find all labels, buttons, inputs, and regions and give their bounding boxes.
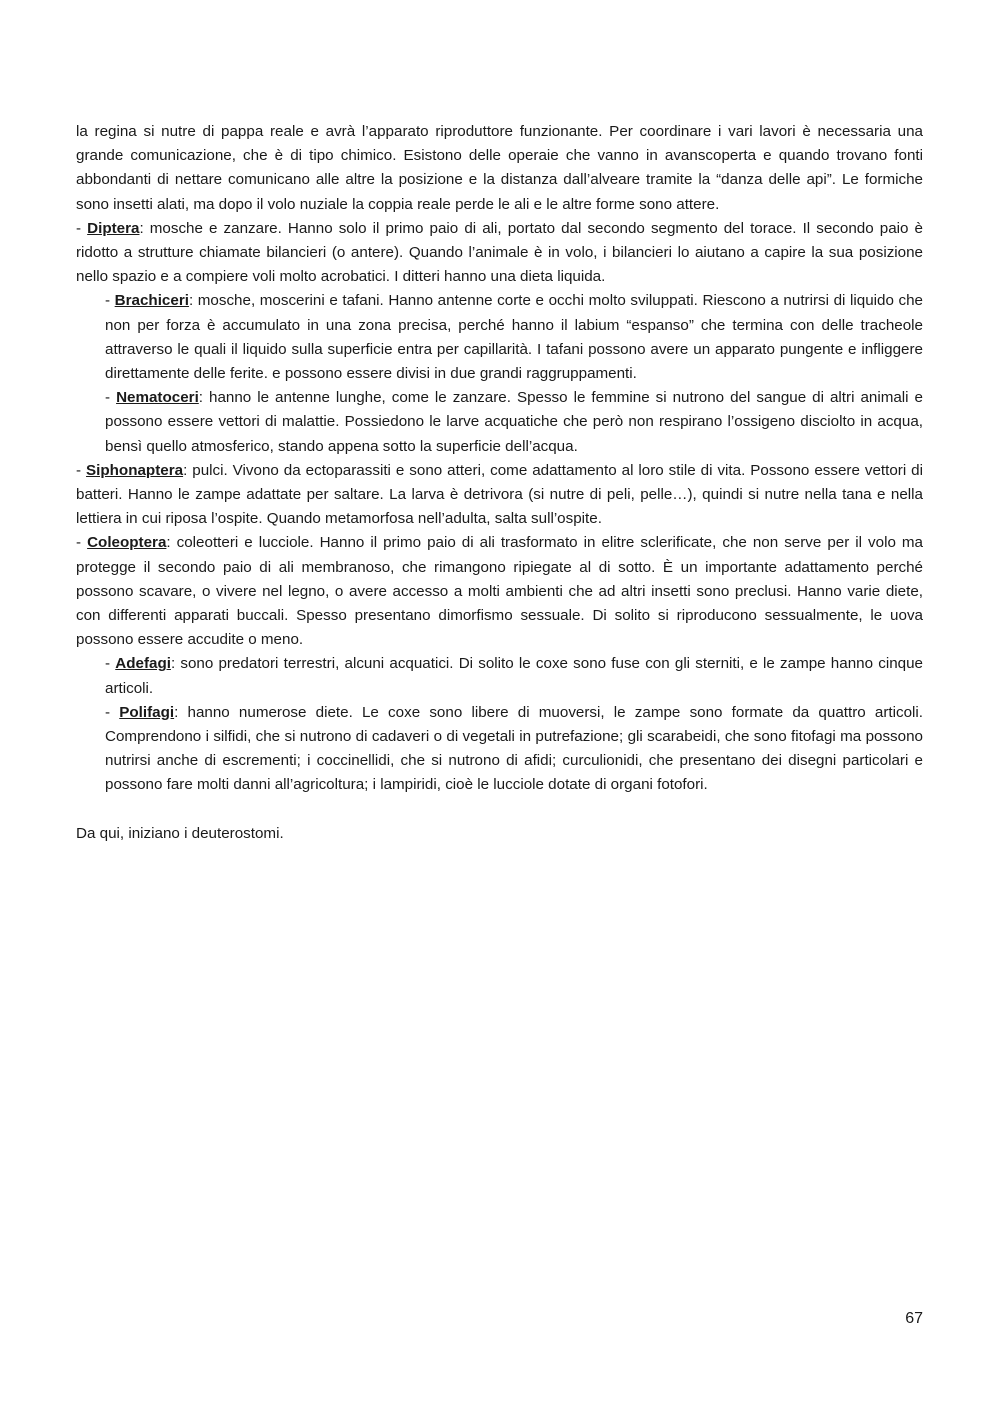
term-diptera: Diptera <box>87 219 140 237</box>
paragraph-text: : hanno le antenne lunghe, come le zanzare. Spesso le femmine si nutrono del sangue di altri animali e possono essere vettori di malattie. Possiedono le larve acquatiche che però non respirano l’ossigeno disciolto in acqua, bensì quello atmosferico, stando appena sotto la superficie dell’acqua. <box>105 389 923 455</box>
page-number: 67 <box>905 1310 923 1327</box>
paragraph-text: la regina si nutre di pappa reale e avrà l’apparato riproduttore funzionante. Per coordinare i vari lavori è necessaria una grande comunicazione, che è di tipo chimico. Esistono delle operaie che vanno in avanscoperta e quando trovano fonti abbondanti di nettare comunicano alle altre la posizione e la distanza dall’alveare tramite la “danza delle api”. Le formiche sono insetti alati, ma dopo il volo nuziale la coppia reale perde le ali e le altre forme sono attere. <box>76 123 923 213</box>
paragraph: - Adefagi: sono predatori terrestri, alcuni acquatici. Di solito le coxe sono fuse con gli sterniti, e le zampe hanno cinque articoli. <box>105 655 923 697</box>
paragraph: - Brachiceri: mosche, moscerini e tafani. Hanno antenne corte e occhi molto sviluppati. Riescono a nutrirsi di liquido che non per forza è accumulato in una zona precisa, perché hanno il labium “espanso” che termina con delle tracheole attraverso le quali il liquido sulla superficie entra per capillarità. I tafani possono avere un apparato pungente e infliggere direttamente delle ferite. e possono essere divisi in due grandi raggruppamenti. <box>105 292 923 383</box>
paragraph-text: : mosche, moscerini e tafani. Hanno antenne corte e occhi molto sviluppati. Riescono a nutrirsi di liquido che non per forza è accumulato in una zona precisa, perché hanno il labium “espanso” che termina con delle tracheole attraverso le quali il liquido sulla superficie entra per capillarità. I tafani possono avere un apparato pungente e infliggere direttamente delle ferite. e possono essere divisi in due grandi raggruppamenti. <box>105 292 923 383</box>
term-adefagi: Adefagi <box>115 655 171 673</box>
body-text <box>76 120 923 846</box>
paragraph: - Siphonaptera: pulci. Vivono da ectoparassiti e sono atteri, come adattamento al loro stile di vita. Possono essere vettori di batteri. Hanno le zampe adattate per saltare. La larva è detrivora (si nutre di peli, pelle…), quindi si nutre nella tana e nella lettiera in cui riposa l’ospite. Quando metamorfosa nell’adulta, salta sull’ospite. <box>76 461 924 528</box>
paragraph-text: : hanno numerose diete. Le coxe sono libere di muoversi, le zampe sono formate da quattro articoli. Comprendono i silfidi, che si nutrono di cadaveri o di vegetali in putrefazione; gli scarabeidi, che sono fitofagi ma possono nutrirsi anche di escrementi; i coccinellidi, che si nutrono di afidi; curculionidi, che presentano dei disegni particolari e possono fare molti danni all’agricoltura; i lampiridi, cioè le lucciole dotate di organi fotofori. <box>105 703 924 794</box>
paragraph <box>76 120 923 217</box>
term-coleoptera: Coleoptera <box>87 534 167 552</box>
term-polifagi: Polifagi <box>119 703 175 721</box>
term-siphonaptera: Siphonaptera <box>86 461 184 479</box>
closing-line: Da qui, iniziano i deuterostomi. <box>76 824 284 842</box>
term-nematoceri: Nematoceri <box>116 389 199 407</box>
term-brachiceri: Brachiceri <box>114 292 189 310</box>
paragraph: - Nematoceri: hanno le antenne lunghe, come le zanzare. Spesso le femmine si nutrono del sangue di altri animali e possono essere vettori di malattie. Possiedono le larve acquatiche che però non respirano l’ossigeno disciolto in acqua, bensì quello atmosferico, stando appena sotto la superficie dell’acqua. <box>105 389 923 455</box>
paragraph-text: : sono predatori terrestri, alcuni acquatici. Di solito le coxe sono fuse con gli sterniti, e le zampe hanno cinque articoli. <box>105 655 923 697</box>
paragraph-text: : pulci. Vivono da ectoparassiti e sono atteri, come adattamento al loro stile di vita. Possono essere vettori di batteri. Hanno le zampe adattate per saltare. La larva è detrivora (si nutre di peli, pelle…), quindi si nutre nella tana e nella lettiera in cui riposa l’ospite. Quando metamorfosa nell’adulta, salta sull’ospite. <box>76 461 924 528</box>
paragraph: - Coleoptera: coleotteri e lucciole. Hanno il primo paio di ali trasformato in elitre sclerificate, che non serve per il volo ma protegge il secondo paio di ali membranoso, che rimangono ripiegate al di sotto. È un importante adattamento perché possono scavare, o vivere nel legno, o avere accesso a molti ambienti che ad altri insetti sono preclusi. Hanno varie diete, con differenti apparati buccali. Spesso presentano dimorfismo sessuale. Di solito si riproducono sessualmente, le uova possono essere accudite o meno. <box>76 534 924 649</box>
paragraph-text: : coleotteri e lucciole. Hanno il primo paio di ali trasformato in elitre sclerificate, che non serve per il volo ma protegge il secondo paio di ali membranoso, che rimangono ripiegate al di sotto. È un importante adattamento perché possono scavare, o vivere nel legno, o avere accesso a molti ambienti che ad altri insetti sono preclusi. Hanno varie diete, con differenti apparati buccali. Spesso presentano dimorfismo sessuale. Di solito si riproducono sessualmente, le uova possono essere accudite o meno. <box>76 534 924 649</box>
paragraph: - Polifagi: hanno numerose diete. Le coxe sono libere di muoversi, le zampe sono formate da quattro articoli. Comprendono i silfidi, che si nutrono di cadaveri o di vegetali in putrefazione; gli scarabeidi, che sono fitofagi ma possono nutrirsi anche di escrementi; i coccinellidi, che si nutrono di afidi; curculionidi, che presentano dei disegni particolari e possono fare molti danni all’agricoltura; i lampiridi, cioè le lucciole dotate di organi fotofori. <box>105 703 924 794</box>
paragraph-text: : mosche e zanzare. Hanno solo il primo paio di ali, portato dal secondo segmento del torace. Il secondo paio è ridotto a strutture chiamate bilancieri (o antere). Quando l’animale è in volo, i bilancieri lo aiutano a capire la sua posizione nello spazio e a compiere voli molto acrobatici. I ditteri hanno una dieta liquida. <box>76 219 923 286</box>
paragraph: - Diptera: mosche e zanzare. Hanno solo il primo paio di ali, portato dal secondo segmento del torace. Il secondo paio è ridotto a strutture chiamate bilancieri (o antere). Quando l’animale è in volo, i bilancieri lo aiutano a capire la sua posizione nello spazio e a compiere voli molto acrobatici. I ditteri hanno una dieta liquida. <box>76 219 923 286</box>
